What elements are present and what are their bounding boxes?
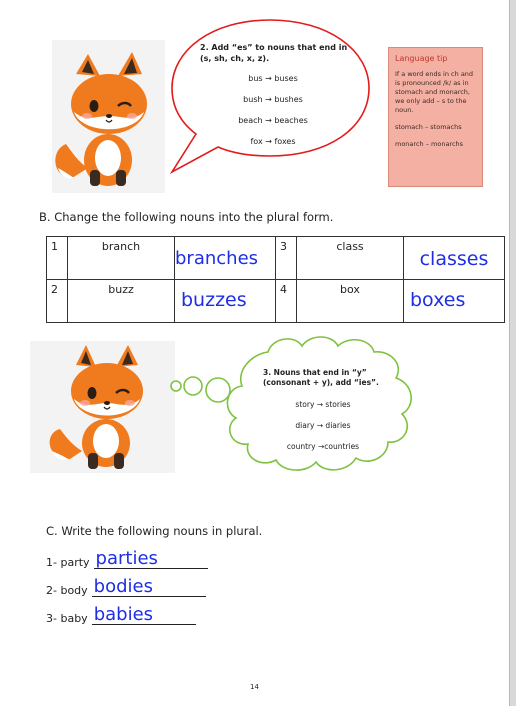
example-beach: beach → beaches: [238, 116, 308, 125]
plural-table: [46, 236, 505, 323]
bubble-rule-title: 2. Add “es” to nouns that end in (s, sh, ch, x, z).: [200, 43, 348, 63]
table-row: [47, 237, 505, 280]
language-tip-body: If a word ends in ch and is pronounced /k/ as in stomach and monarch, we only add – s to the noun.: [395, 70, 474, 114]
answer-line: parties: [94, 550, 208, 569]
example-story: story → stories: [295, 400, 351, 409]
table-row: [47, 280, 505, 323]
answer-line: babies: [92, 606, 196, 625]
language-tip-title: Language tip: [395, 54, 448, 63]
list-item: [46, 606, 196, 625]
page-number: 14: [250, 683, 259, 691]
answer-cell: boxes: [410, 289, 466, 311]
noun-cell: class: [297, 237, 404, 280]
language-tip-box: [388, 47, 483, 187]
noun-cell: branch: [68, 237, 175, 280]
example-bus: bus → buses: [248, 74, 298, 83]
row-number: 2: [47, 280, 68, 323]
thought-cloud-ies-rule: [168, 330, 434, 490]
answer-line: bodies: [92, 578, 206, 597]
section-b-heading: B. Change the following nouns into the plural form.: [39, 210, 334, 224]
row-number: 1: [47, 237, 68, 280]
list-item: [46, 578, 206, 597]
fox-illustration: [52, 40, 165, 193]
answer-cell: branches: [175, 248, 259, 269]
answer-cell: classes: [419, 248, 489, 270]
section-c-heading: C. Write the following nouns in plural.: [46, 524, 263, 538]
example-bush: bush → bushes: [243, 95, 303, 104]
example-fox: fox → foxes: [250, 137, 296, 146]
noun-prompt: 3- baby: [46, 612, 88, 625]
example-country: country →countries: [286, 442, 360, 451]
noun-cell: box: [297, 280, 404, 323]
language-tip-example-monarch: monarch – monarchs: [395, 140, 464, 148]
answer-cell: buzzes: [181, 289, 247, 311]
language-tip-example-stomach: stomach – stomachs: [395, 123, 462, 131]
noun-prompt: 2- body: [46, 584, 88, 597]
list-item: [46, 550, 208, 569]
noun-prompt: 1- party: [46, 556, 90, 569]
noun-cell: buzz: [68, 280, 175, 323]
cloud-rule-title: 3. Nouns that end in “y” (consonant + y), add “ies”.: [263, 368, 379, 387]
row-number: 3: [276, 237, 297, 280]
fox-winking-illustration: [30, 341, 175, 473]
example-diary: diary → diaries: [295, 421, 351, 430]
row-number: 4: [276, 280, 297, 323]
speech-bubble-es-rule: [168, 16, 372, 178]
